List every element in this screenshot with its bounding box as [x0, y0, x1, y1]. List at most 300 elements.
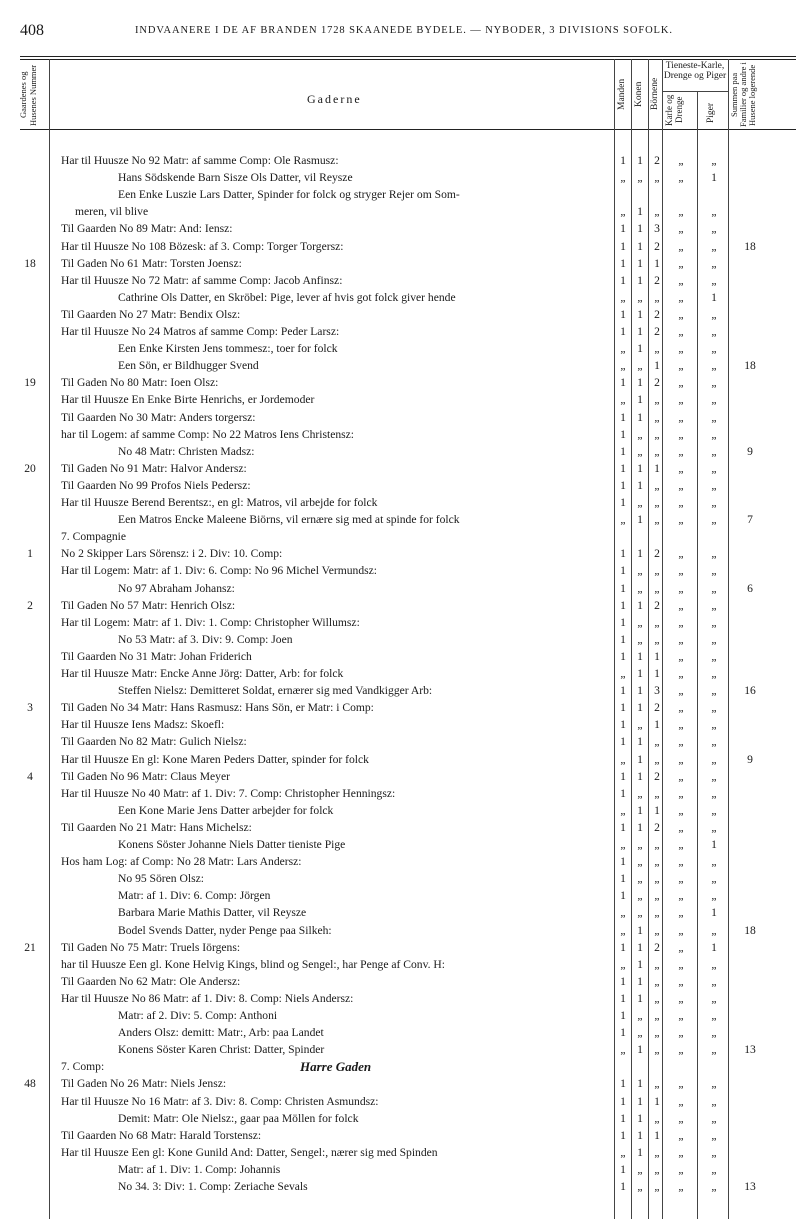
register-row — [0, 699, 800, 716]
count-boern: „ — [654, 906, 660, 920]
entry-text: Til Gaarden No 82 Matr: Gulich Nielsz: — [61, 735, 247, 749]
count-boern: „ — [654, 205, 660, 219]
count-manden: 1 — [620, 718, 626, 732]
register-row — [0, 152, 800, 169]
house-number: 3 — [27, 701, 33, 715]
count-piger: „ — [711, 684, 717, 698]
entry-text: Har til Logem: Matr: af 1. Div: 6. Comp: No 96 Michel Vermundsz: — [61, 564, 377, 578]
count-konen: 1 — [637, 769, 643, 783]
count-manden: „ — [620, 393, 626, 407]
count-manden: „ — [620, 1043, 626, 1057]
count-karle: „ — [678, 547, 684, 561]
count-konen: „ — [637, 1009, 643, 1022]
count-piger: „ — [711, 1009, 717, 1022]
entry-text: Til Gaden No 80 Matr: Ioen Olsz: — [61, 376, 219, 390]
count-piger: 1 — [711, 940, 717, 954]
register-row — [0, 545, 800, 562]
register-row — [0, 733, 800, 750]
count-manden: „ — [620, 342, 626, 356]
count-konen: „ — [637, 718, 643, 732]
count-piger: „ — [711, 1077, 717, 1091]
register-row — [0, 340, 800, 357]
count-karle: „ — [678, 256, 684, 270]
register-row — [0, 580, 800, 597]
count-karle: „ — [678, 855, 684, 869]
count-konen: 1 — [637, 684, 643, 698]
entry-text: Til Gaden No 57 Matr: Henrich Olsz: — [61, 598, 236, 612]
entry-text: Een Matros Encke Maleene Biörns, vil ernære sig med at spinde for folck — [118, 513, 460, 527]
count-piger: „ — [711, 307, 717, 321]
count-konen: 1 — [637, 325, 643, 338]
family-sum: 9 — [747, 444, 753, 458]
count-piger: „ — [711, 632, 717, 646]
count-piger: „ — [711, 1145, 717, 1159]
count-karle: „ — [678, 290, 684, 304]
count-boern: 1 — [654, 803, 660, 817]
count-konen: 1 — [637, 974, 643, 988]
count-konen: 1 — [637, 649, 643, 663]
entry-text: Matr: af 1. Div: 6. Comp: Jörgen — [118, 889, 271, 903]
register-row — [0, 922, 800, 939]
count-konen: „ — [637, 581, 643, 595]
entry-text: Har til Huusze No 86 Matr: af 1. Div: 8. Comp: Niels Andersz: — [61, 991, 354, 1005]
count-konen: 1 — [637, 256, 643, 270]
count-manden: „ — [620, 838, 626, 851]
count-boern: „ — [654, 872, 660, 886]
count-piger: „ — [711, 273, 717, 287]
count-karle: „ — [678, 735, 684, 749]
house-number: 48 — [24, 1077, 36, 1091]
count-boern: „ — [654, 786, 660, 800]
count-boern: „ — [654, 1043, 660, 1057]
entry-text: har til Huusze Een gl. Kone Helvig Kings, blind og Sengel:, har Penge af Conv. H: — [61, 957, 446, 971]
entry-text: Til Gaden No 75 Matr: Truels Iörgens: — [61, 940, 241, 954]
count-piger: „ — [711, 461, 717, 475]
register-row — [0, 1007, 800, 1024]
count-boern: 2 — [654, 239, 660, 253]
count-manden: „ — [620, 171, 626, 185]
entry-text: meren, vil blive — [75, 205, 149, 219]
count-manden: 1 — [620, 325, 626, 338]
entry-text: Barbara Marie Mathis Datter, vil Reysze — [118, 906, 307, 920]
header-konen: Konen — [634, 81, 644, 107]
count-piger: „ — [711, 598, 717, 612]
count-manden: „ — [620, 752, 626, 766]
entry-text: Har til Huusze En gl: Kone Maren Peders Datter, spinder for folck — [61, 752, 369, 766]
register-row — [0, 220, 800, 237]
count-karle: „ — [678, 667, 684, 680]
header-summen: Summen paa Familier og andre i Husene logerende — [729, 62, 757, 128]
entry-text: Har til Huusze No 72 Matr: af samme Comp: Jacob Anfinsz: — [61, 273, 343, 287]
count-konen: 1 — [637, 222, 643, 236]
entry-text: Matr: af 1. Div: 1. Comp: Johannis — [118, 1162, 281, 1176]
count-konen: 1 — [637, 752, 643, 766]
count-konen: 1 — [637, 923, 643, 937]
count-karle: „ — [678, 154, 684, 167]
count-boern: „ — [654, 1077, 660, 1091]
family-sum: 7 — [747, 513, 753, 527]
register-row — [0, 1024, 800, 1041]
count-karle: „ — [678, 1094, 684, 1108]
count-karle: „ — [678, 427, 684, 441]
count-manden: 1 — [620, 307, 626, 321]
count-boern: „ — [654, 1111, 660, 1125]
count-manden: 1 — [620, 256, 626, 270]
count-karle: „ — [678, 615, 684, 629]
register-row — [0, 357, 800, 374]
count-karle: „ — [678, 684, 684, 698]
count-konen: 1 — [637, 820, 643, 834]
count-piger: „ — [711, 786, 717, 800]
count-konen: „ — [637, 838, 643, 851]
top-rule-2 — [20, 59, 796, 60]
count-konen: 1 — [637, 547, 643, 561]
count-karle: „ — [678, 461, 684, 475]
register-row — [0, 939, 800, 956]
count-boern: 1 — [654, 718, 660, 732]
count-manden: 1 — [620, 410, 626, 424]
count-manden: 1 — [620, 889, 626, 903]
count-konen: „ — [637, 1180, 643, 1193]
count-manden: 1 — [620, 991, 626, 1005]
count-karle: „ — [678, 803, 684, 817]
register-row — [0, 1058, 800, 1075]
count-piger: „ — [711, 376, 717, 390]
count-manden: 1 — [620, 872, 626, 886]
count-piger: „ — [711, 547, 717, 561]
count-konen: „ — [637, 290, 643, 304]
register-row — [0, 443, 800, 460]
register-row — [0, 238, 800, 255]
register-row — [0, 802, 800, 819]
count-piger: „ — [711, 820, 717, 834]
count-konen: „ — [637, 444, 643, 458]
count-manden: 1 — [620, 376, 626, 390]
count-piger: „ — [711, 496, 717, 509]
count-konen: 1 — [637, 1094, 643, 1108]
running-head: INDVAANERE I DE AF BRANDEN 1728 SKAANEDE BYDELE. — NYBODER, 3 DIVISIONS SOFOLK. — [135, 25, 673, 36]
register-row — [0, 887, 800, 904]
count-boern: 2 — [654, 598, 660, 612]
count-manden: „ — [620, 957, 626, 971]
count-karle: „ — [678, 513, 684, 527]
count-boern: 2 — [654, 820, 660, 834]
register-row — [0, 289, 800, 306]
count-konen: 1 — [637, 205, 643, 219]
house-number: 2 — [27, 598, 33, 612]
entry-text: Een Sön, er Bildhugger Svend — [118, 359, 259, 373]
count-konen: 1 — [637, 461, 643, 475]
header-piger: Piger — [706, 102, 716, 124]
count-konen: 1 — [637, 1128, 643, 1142]
count-piger: „ — [711, 1094, 717, 1108]
count-karle: „ — [678, 171, 684, 185]
count-boern: 1 — [654, 359, 660, 373]
house-number: 20 — [24, 461, 36, 475]
count-piger: „ — [711, 1043, 717, 1057]
entry-text: Til Gaden No 91 Matr: Halvor Andersz: — [61, 461, 247, 475]
count-piger: „ — [711, 615, 717, 629]
entry-text: Anders Olsz: demitt: Matr:, Arb: paa Landet — [118, 1026, 324, 1040]
count-piger: „ — [711, 974, 717, 988]
entry-text: No 48 Matr: Christen Madsz: — [118, 444, 255, 458]
count-piger: „ — [711, 154, 717, 167]
count-karle: „ — [678, 889, 684, 903]
register-row — [0, 426, 800, 443]
count-boern: 2 — [654, 307, 660, 321]
register-row — [0, 323, 800, 340]
entry-text: Matr: af 2. Div: 5. Comp: Anthoni — [118, 1009, 278, 1022]
count-konen: 1 — [637, 667, 643, 680]
count-karle: „ — [678, 752, 684, 766]
count-manden: 1 — [620, 496, 626, 509]
count-konen: 1 — [637, 513, 643, 527]
register-row — [0, 956, 800, 973]
count-konen: 1 — [637, 342, 643, 356]
count-manden: 1 — [620, 1094, 626, 1108]
register-row — [0, 716, 800, 733]
entry-text: Cathrine Ols Datter, en Skröbel: Pige, lever af hvis got folck giver hende — [118, 290, 456, 304]
count-boern: „ — [654, 290, 660, 304]
count-konen: „ — [637, 906, 643, 920]
count-boern: 2 — [654, 547, 660, 561]
count-boern: „ — [654, 342, 660, 356]
family-sum: 18 — [744, 239, 756, 253]
count-piger: „ — [711, 923, 717, 937]
register-row — [0, 597, 800, 614]
count-piger: „ — [711, 444, 717, 458]
count-piger: 1 — [711, 290, 717, 304]
count-konen: 1 — [637, 1043, 643, 1057]
count-boern: „ — [654, 923, 660, 937]
count-konen: „ — [637, 359, 643, 373]
count-karle: „ — [678, 478, 684, 492]
count-manden: 1 — [620, 273, 626, 287]
count-konen: „ — [637, 171, 643, 185]
count-manden: „ — [620, 906, 626, 920]
count-manden: 1 — [620, 461, 626, 475]
count-konen: 1 — [637, 803, 643, 817]
count-manden: 1 — [620, 735, 626, 749]
family-sum: 18 — [744, 359, 756, 373]
count-konen: 1 — [637, 239, 643, 253]
count-manden: 1 — [620, 478, 626, 492]
count-boern: 2 — [654, 376, 660, 390]
count-karle: „ — [678, 940, 684, 954]
section-title: Harre Gaden — [300, 1059, 372, 1075]
count-karle: „ — [678, 444, 684, 458]
count-konen: 1 — [637, 1111, 643, 1125]
entry-text: Har til Huusze Iens Madsz: Skoefl: — [61, 718, 225, 732]
count-manden: „ — [620, 290, 626, 304]
count-konen: „ — [637, 496, 643, 509]
entry-text: Konens Söster Johanne Niels Datter tieniste Pige — [118, 838, 346, 851]
count-boern: „ — [654, 581, 660, 595]
entry-text: Bodel Svends Datter, nyder Penge paa Silkeh: — [118, 923, 332, 937]
header-tjeneste: Tieneste-Karle, Drenge og Piger — [663, 61, 727, 81]
register-row — [0, 477, 800, 494]
count-boern: 1 — [654, 1094, 660, 1108]
count-piger: „ — [711, 1128, 717, 1142]
house-number: 21 — [24, 940, 36, 954]
count-piger: „ — [711, 957, 717, 971]
entry-text: har til Logem: af samme Comp: No 22 Matros Iens Christensz: — [61, 427, 355, 441]
register-row — [0, 990, 800, 1007]
count-boern: 1 — [654, 649, 660, 663]
count-boern: 1 — [654, 667, 660, 680]
count-konen: 1 — [637, 273, 643, 287]
count-boern: „ — [654, 957, 660, 971]
entry-text: Til Gaarden No 31 Matr: Johan Friderich — [61, 649, 252, 663]
register-row — [0, 391, 800, 408]
count-manden: „ — [620, 923, 626, 937]
count-piger: „ — [711, 256, 717, 270]
count-piger: 1 — [711, 906, 717, 920]
count-karle: „ — [678, 342, 684, 356]
count-boern: „ — [654, 1145, 660, 1159]
count-boern: „ — [654, 564, 660, 578]
header-gaard-nr: Gaardenes og Husenes Nummer — [18, 64, 38, 126]
entry-text: Har til Huusze No 108 Bözesk: af 3. Comp: Torger Torgersz: — [61, 239, 344, 253]
count-karle: „ — [678, 957, 684, 971]
count-manden: 1 — [620, 444, 626, 458]
count-boern: „ — [654, 496, 660, 509]
count-karle: „ — [678, 649, 684, 663]
count-konen: 1 — [637, 478, 643, 492]
count-karle: „ — [678, 1009, 684, 1022]
count-boern: „ — [654, 855, 660, 869]
count-manden: 1 — [620, 940, 626, 954]
entry-text: Een Enke Kirsten Jens tommesz:, toer for folck — [118, 342, 338, 356]
register-row — [0, 1075, 800, 1092]
header-streets: Gaderne — [307, 92, 362, 106]
house-number: 1 — [27, 547, 33, 561]
count-manden: 1 — [620, 786, 626, 800]
register-row — [0, 255, 800, 272]
count-piger: „ — [711, 701, 717, 715]
count-piger: „ — [711, 478, 717, 492]
family-sum: 13 — [744, 1180, 756, 1193]
family-sum: 13 — [744, 1043, 756, 1057]
entry-text: Til Gaarden No 27 Matr: Bendix Olsz: — [61, 307, 241, 321]
count-manden: 1 — [620, 855, 626, 869]
count-piger: „ — [711, 222, 717, 236]
entry-text: Har til Huusze Berend Berentsz:, en gl: Matros, vil arbejde for folck — [61, 496, 378, 509]
register-row — [0, 562, 800, 579]
count-karle: „ — [678, 273, 684, 287]
count-konen: 1 — [637, 735, 643, 749]
count-karle: „ — [678, 307, 684, 321]
count-karle: „ — [678, 410, 684, 424]
house-number: 19 — [24, 376, 36, 390]
count-manden: 1 — [620, 154, 626, 167]
count-karle: „ — [678, 564, 684, 578]
count-konen: „ — [637, 1026, 643, 1040]
count-piger: 1 — [711, 838, 717, 851]
count-piger: „ — [711, 855, 717, 869]
count-konen: 1 — [637, 991, 643, 1005]
count-manden: 1 — [620, 1009, 626, 1022]
count-piger: „ — [711, 872, 717, 886]
count-konen: „ — [637, 872, 643, 886]
count-karle: „ — [678, 632, 684, 646]
count-manden: 1 — [620, 581, 626, 595]
count-boern: 2 — [654, 701, 660, 715]
count-piger: „ — [711, 427, 717, 441]
register-row — [0, 1110, 800, 1127]
count-manden: 1 — [620, 684, 626, 698]
count-konen: 1 — [637, 701, 643, 715]
count-konen: „ — [637, 1162, 643, 1176]
count-karle: „ — [678, 239, 684, 253]
count-manden: 1 — [620, 222, 626, 236]
count-konen: 1 — [637, 940, 643, 954]
count-boern: „ — [654, 478, 660, 492]
count-manden: „ — [620, 513, 626, 527]
count-konen: 1 — [637, 957, 643, 971]
entry-text: Har til Huusze No 24 Matros af samme Comp: Peder Larsz: — [61, 325, 340, 338]
count-manden: 1 — [620, 1162, 626, 1176]
entry-text: Til Gaden No 96 Matr: Claus Meyer — [61, 769, 230, 783]
count-karle: „ — [678, 872, 684, 886]
count-manden: 1 — [620, 598, 626, 612]
entry-text: Har til Huusze Matr: Encke Anne Jörg: Datter, Arb: for folck — [61, 667, 344, 680]
count-karle: „ — [678, 1162, 684, 1176]
register-row — [0, 1178, 800, 1195]
register-row — [0, 682, 800, 699]
register-row — [0, 836, 800, 853]
count-karle: „ — [678, 1128, 684, 1142]
entry-text: Til Gaarden No 30 Matr: Anders torgersz: — [61, 410, 256, 424]
count-karle: „ — [678, 701, 684, 715]
count-boern: „ — [654, 427, 660, 441]
entry-text: Har til Huusze En Enke Birte Henrichs, er Jordemoder — [61, 393, 315, 407]
count-manden: 1 — [620, 427, 626, 441]
count-manden: „ — [620, 803, 626, 817]
register-row — [0, 1144, 800, 1161]
register-row — [0, 819, 800, 836]
count-boern: 1 — [654, 1128, 660, 1142]
register-row — [0, 785, 800, 802]
entry-text: No 95 Sören Olsz: — [118, 872, 204, 886]
count-manden: 1 — [620, 1111, 626, 1125]
entry-text: Til Gaden No 61 Matr: Torsten Joensz: — [61, 256, 242, 270]
register-row — [0, 1093, 800, 1110]
entry-text: Har til Huusze No 92 Matr: af samme Comp: Ole Rasmusz: — [61, 154, 339, 167]
count-manden: 1 — [620, 769, 626, 783]
register-row — [0, 374, 800, 391]
count-boern: „ — [654, 171, 660, 185]
count-boern: „ — [654, 735, 660, 749]
count-boern: „ — [654, 974, 660, 988]
count-karle: „ — [678, 1077, 684, 1091]
register-row — [0, 409, 800, 426]
entry-text: Konens Söster Karen Christ: Datter, Spinder — [118, 1043, 325, 1057]
count-konen: „ — [637, 564, 643, 578]
entry-text: No 34. 3: Div: 1. Comp: Zeriache Sevals — [118, 1180, 308, 1193]
count-piger: „ — [711, 342, 717, 356]
count-piger: „ — [711, 991, 717, 1005]
entry-text: Demit: Matr: Ole Nielsz:, gaar paa Möllen for folck — [118, 1111, 359, 1125]
register-row — [0, 768, 800, 785]
entry-text: No 97 Abraham Johansz: — [118, 581, 235, 595]
count-boern: „ — [654, 991, 660, 1005]
count-manden: 1 — [620, 632, 626, 646]
count-manden: 1 — [620, 547, 626, 561]
count-manden: „ — [620, 205, 626, 219]
count-karle: „ — [678, 496, 684, 509]
entry-text: Har til Huusze No 16 Matr: af 3. Div: 8. Comp: Christen Asmundsz: — [61, 1094, 379, 1108]
